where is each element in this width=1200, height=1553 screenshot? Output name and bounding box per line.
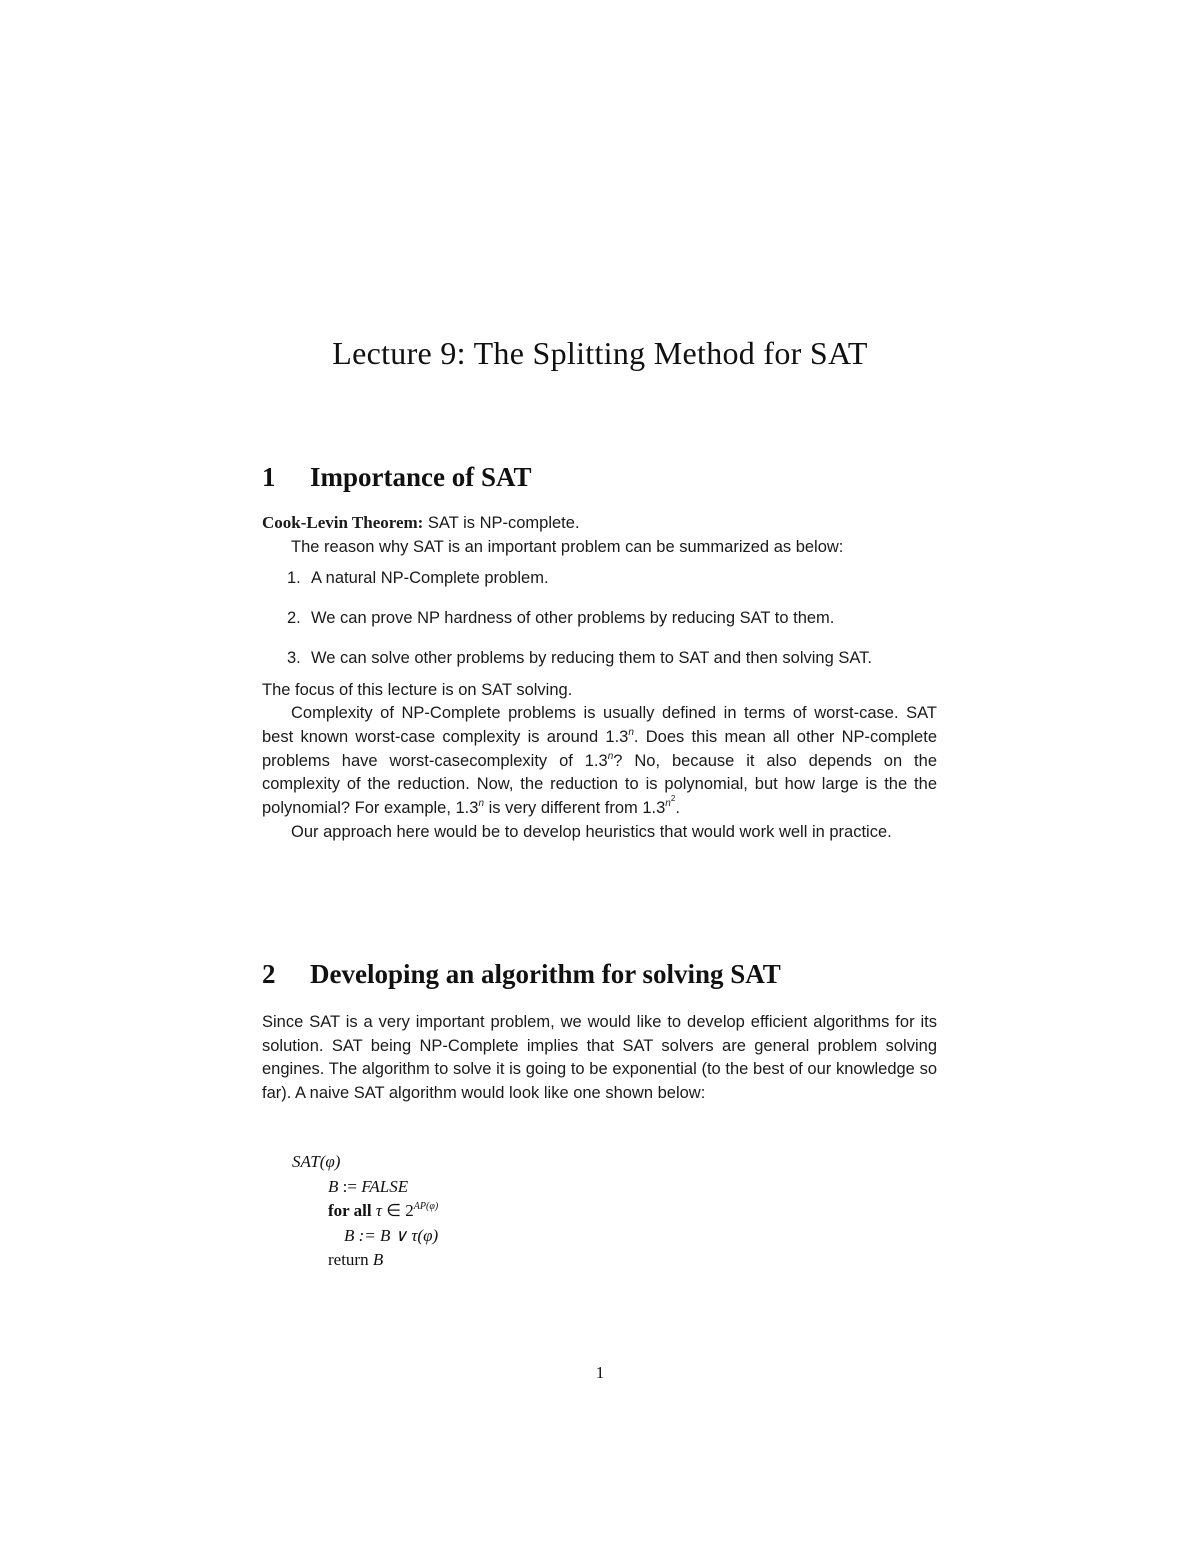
operator: ∈ 2 <box>381 1201 414 1220</box>
statement: B := B ∨ τ(φ) <box>344 1225 439 1245</box>
focus-paragraph: The focus of this lecture is on SAT solving. <box>262 680 573 699</box>
page-number: 1 <box>595 1363 605 1382</box>
section-1-number: 1 <box>262 462 276 492</box>
exponent <box>665 794 676 810</box>
section-1-heading <box>262 462 531 493</box>
algorithm-line <box>292 1199 438 1224</box>
algorithm-line <box>292 1224 438 1249</box>
text-run: is very different from 1.3 <box>484 799 666 818</box>
reasons-list <box>262 567 937 670</box>
algorithm-line <box>292 1248 438 1273</box>
list-item <box>262 647 937 671</box>
reasons-intro: The reason why SAT is an important problem can be summarized as below: <box>291 537 844 556</box>
section-2-body <box>262 1011 937 1106</box>
list-item-text: A natural NP-Complete problem. <box>311 569 549 588</box>
algorithm-block <box>292 1150 438 1273</box>
approach-paragraph: Our approach here would be to develop heuristics that would work well in practice. <box>291 822 892 841</box>
theorem-label: Cook-Levin Theorem: <box>262 513 424 532</box>
algorithm-line <box>292 1175 438 1200</box>
section-2-paragraph: Since SAT is a very important problem, we would like to develop efficient algorithms for its solution. SAT being NP-Complete implies that SAT solvers are general problem solving engines. The algorithm to solve it is going to be exponential (to the best of our knowledge so far). A naive SAT algorithm would look like one shown below: <box>262 1013 937 1103</box>
variable: B <box>372 1250 384 1269</box>
list-item-text: We can solve other problems by reducing them to SAT and then solving SAT. <box>311 648 872 667</box>
list-item-text: We can prove NP hardness of other problems by reducing SAT to them. <box>311 609 835 628</box>
text-run: . Does this mean all other NP-complete problems have worst-casecomplexity of 1.3 <box>262 727 937 770</box>
exponent: n <box>628 726 634 738</box>
constant: FALSE <box>361 1176 409 1196</box>
variable: B <box>328 1176 339 1196</box>
exponent-power: 2 <box>670 794 676 804</box>
section-1-title: Importance of SAT <box>310 462 532 492</box>
list-item-number: 2. <box>287 609 301 628</box>
section-2-title: Developing an algorithm for solving SAT <box>310 959 781 989</box>
algorithm-header: SAT(φ) <box>292 1152 341 1171</box>
section-1-body <box>262 511 937 844</box>
keyword: return <box>328 1250 373 1269</box>
list-item-number: 3. <box>287 648 301 667</box>
operator: := <box>338 1176 362 1196</box>
exponent-base: n <box>665 798 671 810</box>
section-2-heading <box>262 959 781 990</box>
text-run: . <box>675 799 680 818</box>
exponent: AP(φ) <box>413 1201 439 1212</box>
exponent: n <box>478 798 485 810</box>
variable: τ <box>375 1201 382 1220</box>
text-run: Complexity of NP-Complete problems is usually defined in terms of worst-case. SAT best known worst-case complexity is around 1.3 <box>262 704 937 746</box>
page-title: Lecture 9: The Splitting Method for SAT <box>332 335 868 372</box>
theorem-paragraph <box>262 511 937 536</box>
keyword: for all <box>328 1201 376 1220</box>
complexity-paragraph <box>262 702 937 821</box>
theorem-text: SAT is NP-complete. <box>423 514 580 532</box>
section-2-number: 2 <box>262 959 276 989</box>
exponent: n <box>607 750 614 762</box>
list-item <box>262 567 937 591</box>
list-item <box>262 607 937 631</box>
list-item-number: 1. <box>287 569 301 588</box>
text-run: ? No, because it also depends on the complexity of the reduction. Now, the reduction to is polynomial, but how large is the the polynomial? For example, 1.3 <box>262 751 937 818</box>
